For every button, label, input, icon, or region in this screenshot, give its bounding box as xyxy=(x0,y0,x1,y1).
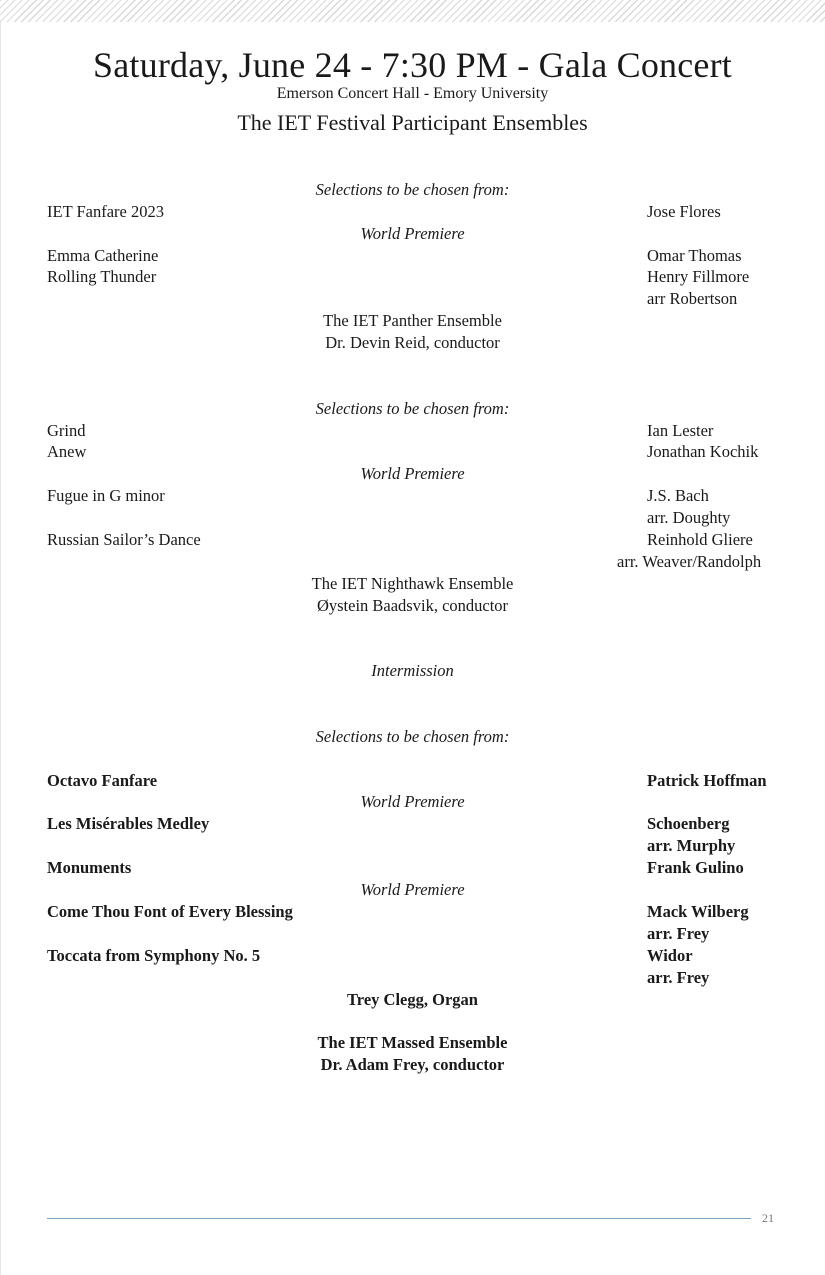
decorative-hatch-band xyxy=(0,0,825,22)
set3-piece-note: World Premiere xyxy=(360,880,465,899)
set3-piece-title: Octavo Fanfare xyxy=(47,771,158,790)
set3-piece-title: Les Misérables Medley xyxy=(47,814,210,833)
set2-ensemble: The IET Nighthawk Ensemble xyxy=(311,574,514,593)
set3-conductor: Dr. Adam Frey, conductor xyxy=(320,1055,505,1074)
set2-piece-composer: J.S. Bach xyxy=(647,486,709,505)
set3-piece-composer: Mack Wilberg xyxy=(647,902,749,921)
set2-piece-composer: Ian Lester xyxy=(647,421,714,440)
page-number: 21 xyxy=(762,1211,774,1225)
set1-piece-arranger: arr Robertson xyxy=(647,289,738,308)
set3-piece-title: Monuments xyxy=(47,858,132,877)
set2-piece-title: Grind xyxy=(47,421,86,440)
set1-ensemble: The IET Panther Ensemble xyxy=(323,311,502,330)
page-title: Saturday, June 24 - 7:30 PM - Gala Concert xyxy=(93,45,732,85)
set3-piece-composer: Schoenberg xyxy=(647,814,730,833)
set2-piece-composer: Jonathan Kochik xyxy=(647,442,759,461)
set3-piece-arranger: arr. Frey xyxy=(647,968,710,987)
set2-piece-composer: Reinhold Gliere xyxy=(647,530,753,549)
set2-piece-title: Fugue in G minor xyxy=(47,486,165,505)
intermission: Intermission xyxy=(371,661,454,680)
set3-piece-title: Come Thou Font of Every Blessing xyxy=(47,902,293,921)
set2-intro: Selections to be chosen from: xyxy=(315,399,510,418)
set1-piece-title: Rolling Thunder xyxy=(47,267,157,286)
set2-conductor: Øystein Baadsvik, conductor xyxy=(316,596,509,615)
set1-piece-note: World Premiere xyxy=(360,224,465,243)
footer-rule xyxy=(47,1218,751,1219)
set1-piece-composer: Henry Fillmore xyxy=(647,267,750,286)
set2-piece-note: World Premiere xyxy=(360,464,465,483)
set1-piece-composer: Jose Flores xyxy=(647,202,721,221)
venue: Emerson Concert Hall - Emory University xyxy=(276,85,549,102)
set3-piece-title: Toccata from Symphony No. 5 xyxy=(47,946,261,965)
set1-conductor: Dr. Devin Reid, conductor xyxy=(325,333,500,352)
set3-soloist: Trey Clegg, Organ xyxy=(347,990,478,1009)
set3-ensemble: The IET Massed Ensemble xyxy=(317,1033,508,1052)
set3-piece-composer: Widor xyxy=(647,946,693,965)
set2-piece-arranger: arr. Doughty xyxy=(647,508,731,527)
program-subtitle: The IET Festival Participant Ensembles xyxy=(237,110,588,135)
set2-piece-title: Anew xyxy=(47,442,87,461)
set2-piece-title: Russian Sailor’s Dance xyxy=(47,530,201,549)
set1-piece-composer: Omar Thomas xyxy=(647,246,742,265)
set1-piece-title: IET Fanfare 2023 xyxy=(47,202,164,221)
set3-intro: Selections to be chosen from: xyxy=(315,727,510,746)
set1-piece-title: Emma Catherine xyxy=(47,246,159,265)
set1-intro: Selections to be chosen from: xyxy=(315,180,510,199)
set3-piece-composer: Patrick Hoffman xyxy=(647,771,767,790)
page-edge-line xyxy=(0,22,1,1275)
set3-piece-note: World Premiere xyxy=(360,792,465,811)
set2-piece-arranger: arr. Weaver/Randolph xyxy=(617,552,762,571)
set3-piece-composer: Frank Gulino xyxy=(647,858,744,877)
set3-piece-arranger: arr. Frey xyxy=(647,924,710,943)
set3-piece-arranger: arr. Murphy xyxy=(647,836,736,855)
